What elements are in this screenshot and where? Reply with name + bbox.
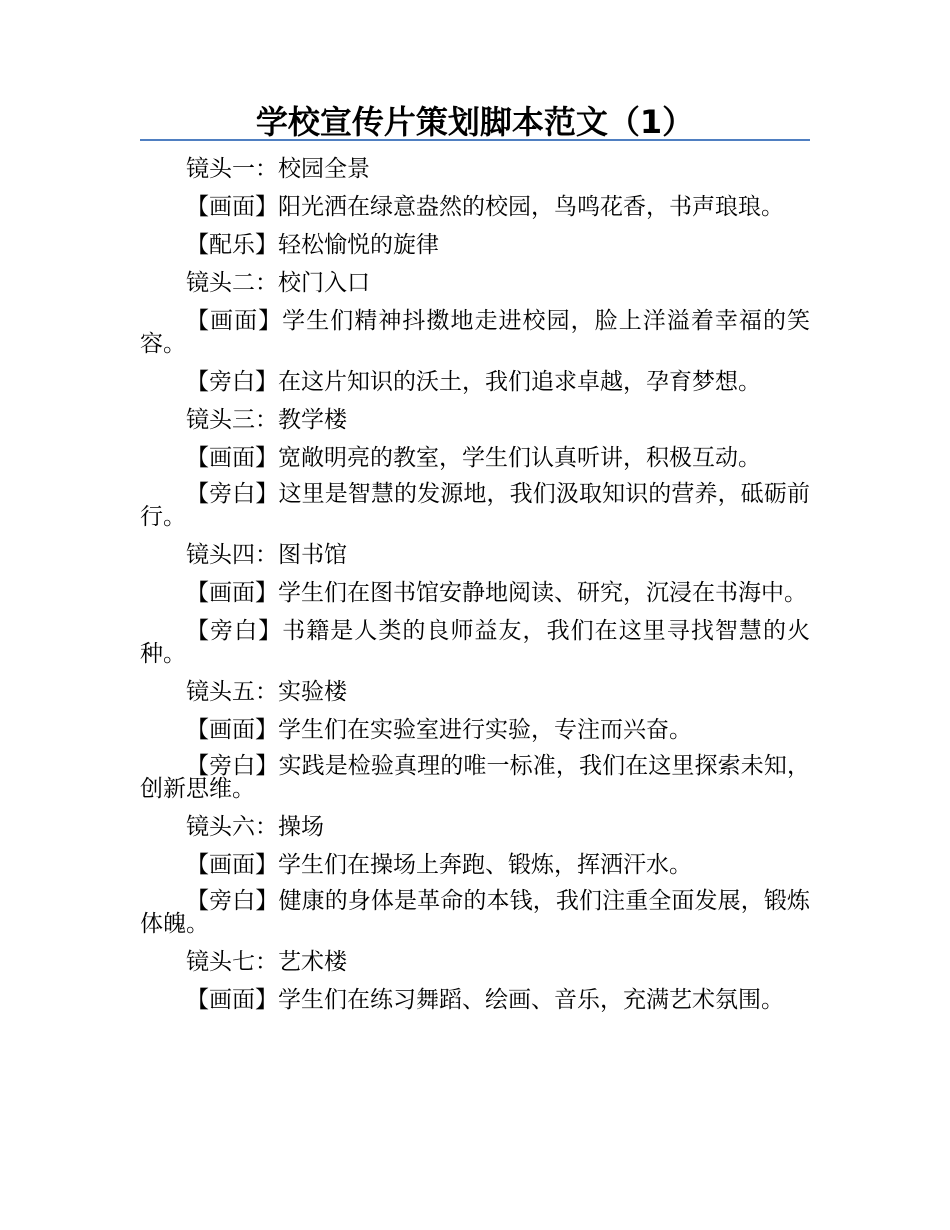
script-line: 【画面】学生们在练习舞蹈、绘画、音乐，充满艺术氛围。 bbox=[186, 987, 784, 1013]
script-line: 【画面】宽敞明亮的教室，学生们认真听讲，积极互动。 bbox=[186, 445, 761, 471]
script-line: 【旁白】这里是智慧的发源地，我们汲取知识的营养，砥砺前行。 bbox=[140, 481, 810, 530]
document-title: 学校宣传片策划脚本范文（1） bbox=[255, 103, 695, 141]
shot-heading: 镜头四：图书馆 bbox=[186, 542, 347, 568]
document-body bbox=[140, 158, 810, 1012]
script-line: 【旁白】在这片知识的沃土，我们追求卓越，孕育梦想。 bbox=[186, 369, 761, 395]
script-line: 【旁白】健康的身体是革命的本钱，我们注重全面发展，锻炼体魄。 bbox=[140, 888, 810, 937]
script-line: 【画面】阳光洒在绿意盎然的校园，鸟鸣花香，书声琅琅。 bbox=[186, 194, 784, 220]
shot-heading: 镜头一：校园全景 bbox=[186, 156, 370, 182]
script-line: 【旁白】实践是检验真理的唯一标准，我们在这里探索未知，创新思维。 bbox=[140, 753, 810, 802]
script-line: 【旁白】书籍是人类的良师益友，我们在这里寻找智慧的火种。 bbox=[140, 618, 810, 667]
script-line: 【配乐】轻松愉悦的旋律 bbox=[186, 232, 439, 258]
shot-heading: 镜头三：教学楼 bbox=[186, 407, 347, 433]
script-line: 【画面】学生们在实验室进行实验，专注而兴奋。 bbox=[186, 717, 692, 743]
script-line: 【画面】学生们精神抖擞地走进校园，脸上洋溢着幸福的笑容。 bbox=[140, 308, 810, 357]
script-line: 【画面】学生们在操场上奔跑、锻炼，挥洒汗水。 bbox=[186, 852, 692, 878]
shot-heading: 镜头七：艺术楼 bbox=[186, 949, 347, 975]
script-line: 【画面】学生们在图书馆安静地阅读、研究，沉浸在书海中。 bbox=[186, 580, 807, 606]
title-underline bbox=[140, 139, 810, 141]
shot-heading: 镜头六：操场 bbox=[186, 814, 324, 840]
shot-heading: 镜头五：实验楼 bbox=[186, 679, 347, 705]
shot-heading: 镜头二：校门入口 bbox=[186, 270, 370, 296]
